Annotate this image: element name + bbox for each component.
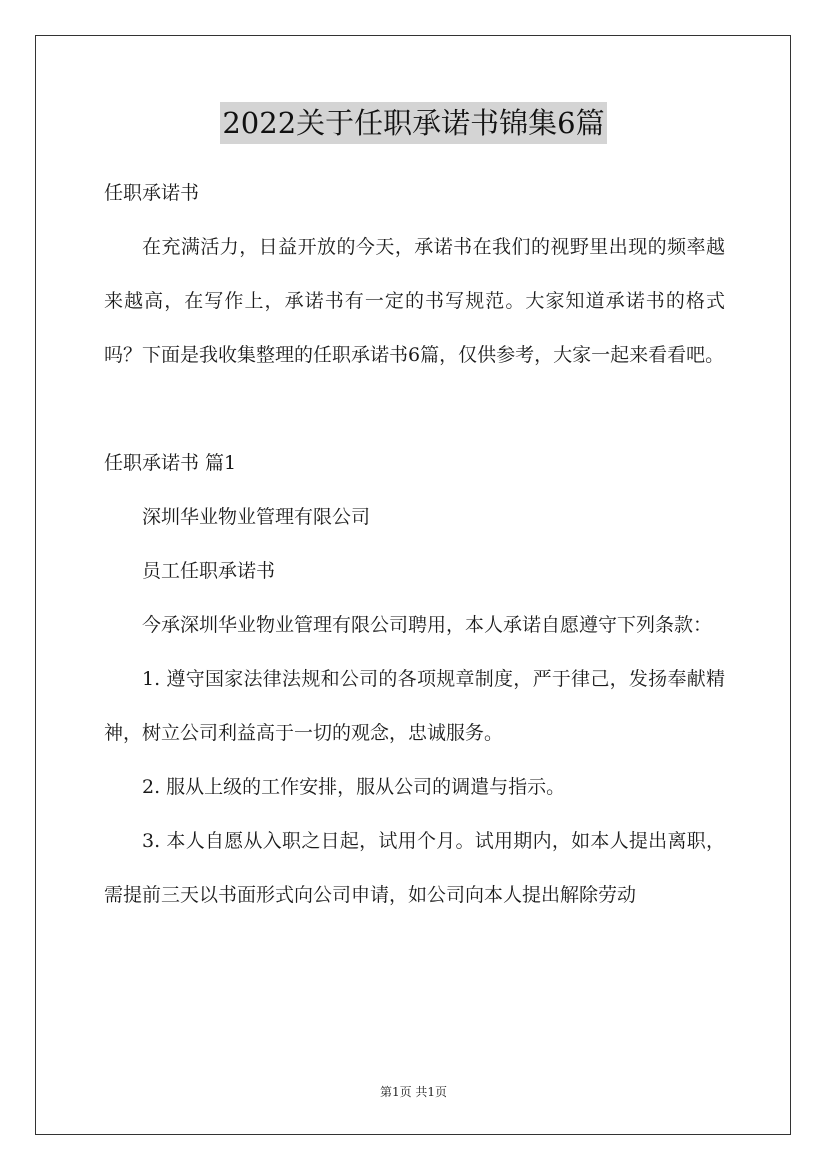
paragraph-gap xyxy=(104,382,725,436)
clause-item: 3. 本人自愿从入职之日起，试用个月。试用期内，如本人提出离职，需提前三天以书面形式向公司申请，如公司向本人提出解除劳动 xyxy=(104,830,725,906)
page-footer: 第1页 共1页 xyxy=(379,1085,448,1099)
intro-paragraph: 在充满活力，日益开放的今天，承诺书在我们的视野里出现的频率越来越高，在写作上，承诺书有一定的书写规范。大家知道承诺书的格式吗？下面是我收集整理的任职承诺书6篇，仅供参考，大家一起来看看吧。 xyxy=(104,236,725,366)
letter-title: 员工任职承诺书 xyxy=(142,560,276,582)
title-container xyxy=(0,102,827,144)
company-name: 深圳华业物业管理有限公司 xyxy=(142,506,371,528)
body-paragraph: 今承深圳华业物业管理有限公司聘用，本人承诺自愿遵守下列条款： xyxy=(142,614,713,636)
clause-item: 2. 服从上级的工作安排，服从公司的调遣与指示。 xyxy=(142,776,566,798)
clause-item: 1. 遵守国家法律法规和公司的各项规章制度，严于律己，发扬奉献精神，树立公司利益高于一切的观念，忠诚服务。 xyxy=(104,668,725,744)
chapter-heading: 任职承诺书 篇1 xyxy=(104,452,237,474)
section-heading: 任职承诺书 xyxy=(104,182,200,204)
document-title: 2022关于任职承诺书锦集6篇 xyxy=(220,102,606,144)
document-body xyxy=(104,166,725,922)
